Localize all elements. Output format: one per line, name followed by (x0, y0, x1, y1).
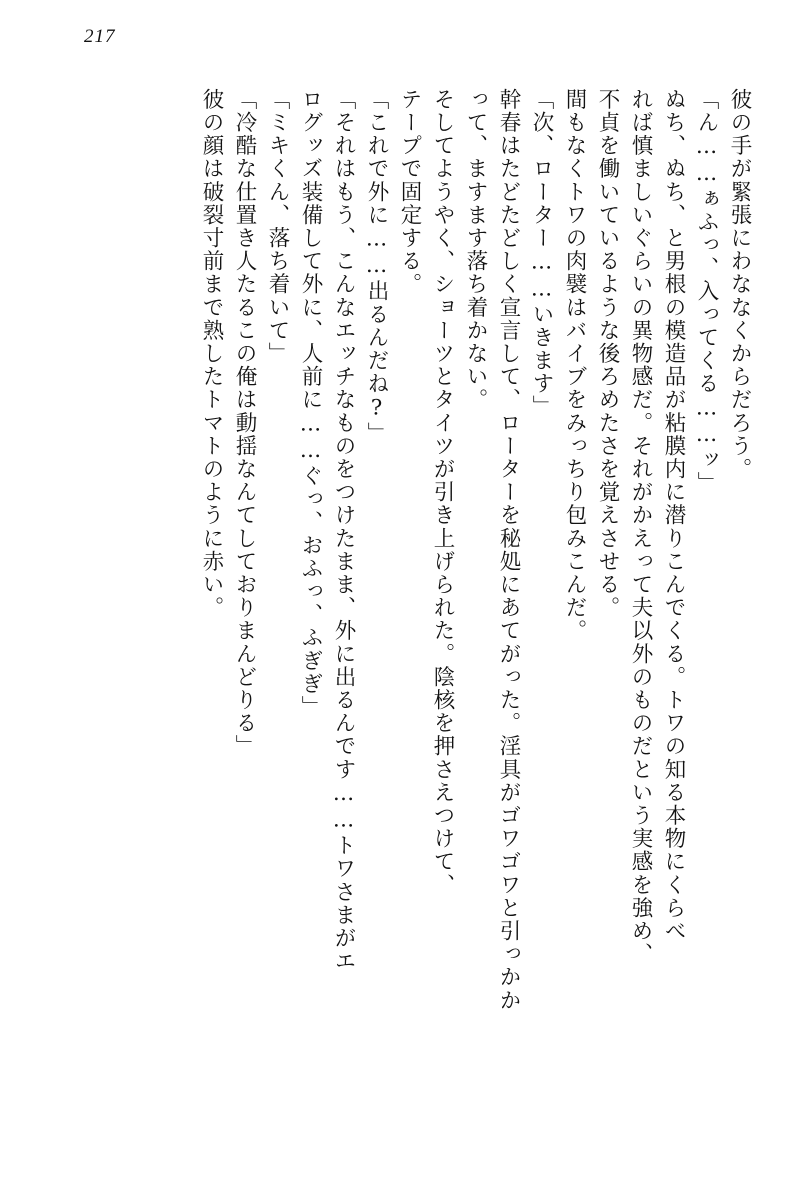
text-column: ログッズ装備して外に、人前に……ぐっ、おふっ、ふぎぎ」 (298, 88, 323, 719)
text-column: 「ミキくん、落ち着いて」 (265, 88, 290, 366)
text-column: 「それはもう、こんなエッチなものをつけたまま、外に出るんです……トワさまがエ (331, 88, 356, 973)
text-column: 間もなくトワの肉襞はバイブをみっちり包みこんだ。 (562, 88, 587, 643)
page-number: 217 (84, 26, 116, 47)
text-column: れば慎ましいぐらいの異物感だ。それがかえって夫以外のものだという実感を強め、 (628, 88, 653, 966)
text-column: 「ん……ぁふっ、入ってくる……ッ」 (694, 88, 719, 495)
text-column: そしてようやく、ショーツとタイツが引き上げられた。陰核を押さえつけて、 (430, 88, 455, 897)
text-column: 彼の手が緊張にわななくからだろう。 (727, 88, 752, 481)
text-column: って、ますます落ち着かない。 (463, 88, 488, 412)
text-column: 「これで外に……出るんだね?」 (364, 88, 389, 445)
text-column: テープで固定する。 (397, 88, 422, 296)
text-column: 彼の顔は破裂寸前まで熟したトマトのように赤い。 (199, 88, 224, 620)
vertical-text-block (50, 88, 750, 1108)
text-column: 「次、ローター……いきます」 (529, 88, 554, 419)
text-column: 不貞を働いているような後ろめたさを覚えさせる。 (595, 88, 620, 620)
text-column: 「冷酷な仕置き人たるこの俺は動揺なんてしておりまんどりる」 (232, 88, 257, 758)
text-column: 幹春はたどたどしく宣言して、ローターを秘処にあてがった。淫具がゴワゴワと引っかか (496, 88, 521, 1012)
text-column: ぬち、ぬち、と男根の模造品が粘膜内に潜りこんでくる。トワの知る本物にくらべ (661, 88, 686, 943)
